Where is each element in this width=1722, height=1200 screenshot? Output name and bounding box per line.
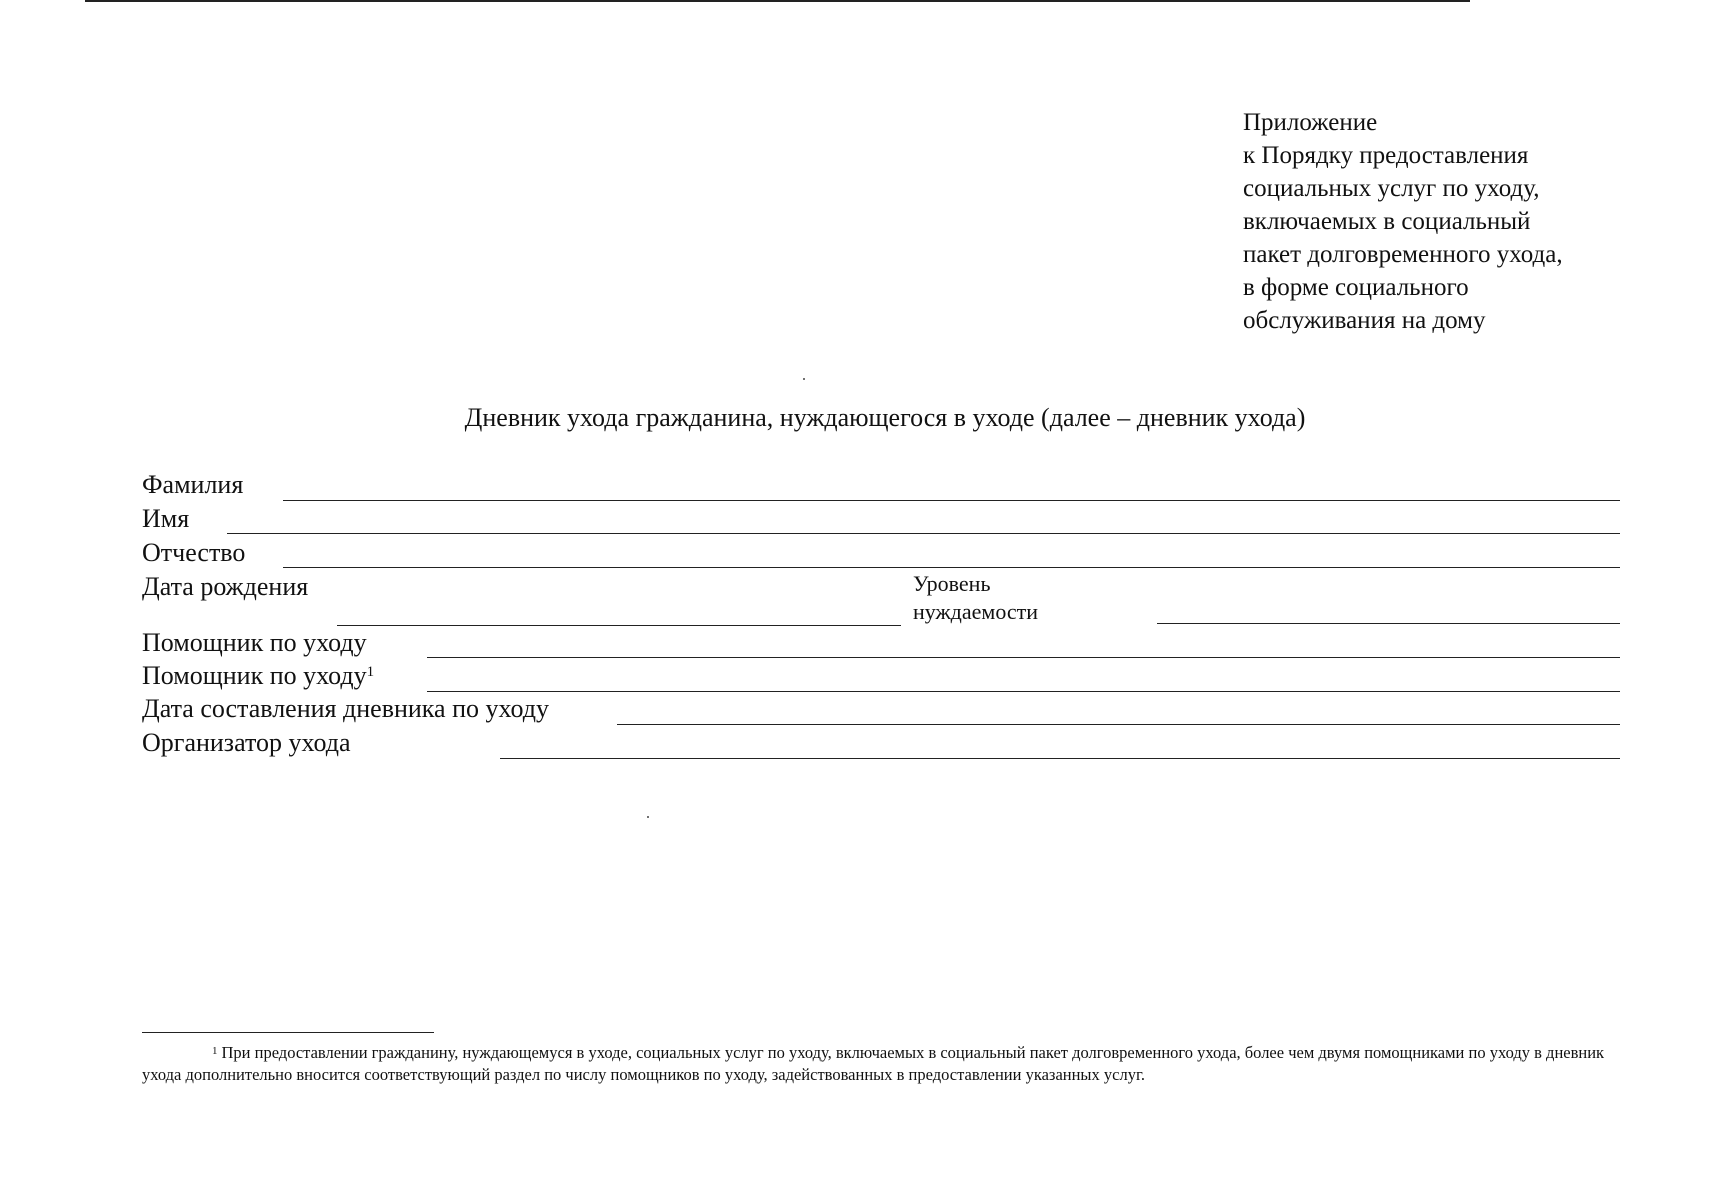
need-level-label-line2: нуждаемости	[913, 599, 1039, 624]
appendix-line: пакет долговременного ухода,	[1243, 241, 1563, 268]
appendix-line: включаемых в социальный	[1243, 208, 1531, 235]
appendix-line: обслуживания на дому	[1243, 307, 1486, 334]
name-field[interactable]	[227, 533, 1620, 534]
appendix-line: социальных услуг по уходу,	[1243, 175, 1540, 202]
document-title: Дневник ухода гражданина, нуждающегося в уходе (далее – дневник ухода)	[464, 403, 1306, 432]
surname-field[interactable]	[283, 500, 1620, 501]
footnote	[142, 1042, 1632, 1086]
care-assistant-label: Помощник по уходу	[142, 628, 367, 657]
care-organizer-field[interactable]	[500, 758, 1620, 759]
scan-speck	[647, 816, 649, 818]
care-assistant-2-label	[142, 661, 374, 691]
footnote-text: При предоставлении гражданину, нуждающемуся в уходе, социальных услуг по уходу, включаемых в социальный пакет долговременного ухода, более чем двумя помощниками по уходу в дневник ухода дополнительно вносится соответствующий раздел по числу помощников по уходу, задействованных в предоставлении указанных услуг.	[142, 1043, 1605, 1084]
need-level-field[interactable]	[1157, 623, 1620, 624]
name-label: Имя	[142, 504, 190, 533]
patronymic-label: Отчество	[142, 538, 246, 567]
care-assistant-field[interactable]	[427, 657, 1620, 658]
footnote-ref: 1	[366, 664, 375, 680]
scan-top-edge	[85, 0, 1470, 2]
surname-label: Фамилия	[142, 470, 244, 499]
footnote-marker: 1	[212, 1045, 218, 1057]
birth-date-field[interactable]	[337, 625, 901, 626]
appendix-line: Приложение	[1243, 109, 1378, 136]
birth-date-label: Дата рождения	[142, 572, 309, 601]
diary-date-field[interactable]	[617, 724, 1620, 725]
scan-speck	[803, 378, 805, 380]
care-organizer-label: Организатор ухода	[142, 728, 351, 757]
appendix-line: к Порядку предоставления	[1243, 142, 1529, 169]
patronymic-field[interactable]	[283, 567, 1620, 568]
appendix-header	[1243, 106, 1563, 337]
care-assistant-2-field[interactable]	[427, 691, 1620, 692]
appendix-line: в форме социального	[1243, 274, 1469, 301]
care-assistant-2-text: Помощник по уходу	[142, 661, 367, 690]
footnote-separator	[142, 1032, 434, 1033]
need-level-label-line1: Уровень	[913, 571, 991, 596]
diary-date-label: Дата составления дневника по уходу	[142, 694, 549, 723]
